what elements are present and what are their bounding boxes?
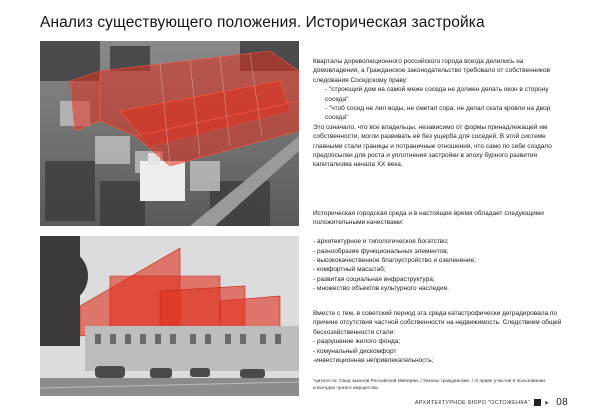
footnote-line: *цитата по: Свод законов Российской Империи. / Законы гражданские. / О праве участия в пользовании: [313, 379, 546, 384]
neighbor-law-intro: Кварталы дореволюционного российского города всегда делились на домовладения, а Гражданское законодательство требовало от собственников следования Соседскому праву:: [313, 58, 550, 84]
list-item: -инвестиционная непривлекательность;: [313, 357, 434, 365]
footer: [415, 397, 568, 408]
qualities-intro: Историческая городская среда и в настоящее время обладает следующими положительными качествами:: [313, 210, 544, 227]
list-item: - высококачественное благоустройство и озеленение;: [313, 257, 476, 265]
text-block-qualities: [313, 209, 563, 294]
square-logo-icon: [534, 399, 541, 406]
list-item: - разрушение жилого фонда;: [313, 338, 401, 346]
list-item: - множество объектов культурного наследия.: [313, 285, 449, 293]
aerial-photo: [40, 41, 299, 226]
list-item: - разнообразие функциональных элементов;: [313, 247, 449, 255]
degradation-list: [313, 337, 563, 365]
footnote-line: и выгодах чужого имущества.: [313, 385, 379, 391]
degradation-intro: Вместе с тем, в советский период эта среда катастрофически деградировала по причине отсутствия частной собственности на недвижимость. Следствием общей бесхозяйственности стали:: [313, 310, 562, 336]
text-block-neighbor-law: [313, 57, 563, 170]
neighbor-law-quote: - "строющий дом на самой меже соседа не должен делать окон в сторону соседа": [325, 86, 549, 103]
spacer: [313, 228, 563, 237]
list-item: - развитая социальная инфраструктура;: [313, 275, 435, 283]
neighbor-law-quote: - "чтоб сосед не лил воды, не сметал сора, не делал ската кровли на двор соседа": [325, 105, 551, 122]
text-block-degradation: [313, 309, 563, 365]
qualities-list: [313, 237, 563, 293]
neighbor-law-conclusion: Это означало, что все владельцы, независимо от формы принадлежащей им собственности, могли развивать её без ущерба для соседей. В этой системе главными стали границы и потраничные отношения, что само по себе создало предпосылки для роста и уплотнения застройки в эпоху бурного развития капитализма начала XX века.: [313, 123, 552, 169]
bureau-name: АРХИТЕКТУРНОЕ БЮРО "ОСТОЖЕНКА": [414, 399, 531, 406]
list-item: - архитектурное и типологическое богатство;: [313, 238, 449, 246]
list-item: - комунальный дискомфорт: [313, 347, 397, 355]
footnote: [313, 379, 563, 392]
neighbor-law-quotes: [313, 85, 563, 123]
street-photo-illustration: [40, 236, 299, 396]
page-number: 08: [556, 397, 568, 408]
list-item: - комфортный масштаб;: [313, 266, 386, 274]
street-photo: [40, 236, 299, 396]
aerial-photo-illustration: [40, 41, 299, 226]
page-title: Анализ существующего положения. Историческая застройка: [40, 14, 485, 31]
arrow-icon: ▶: [545, 399, 550, 406]
